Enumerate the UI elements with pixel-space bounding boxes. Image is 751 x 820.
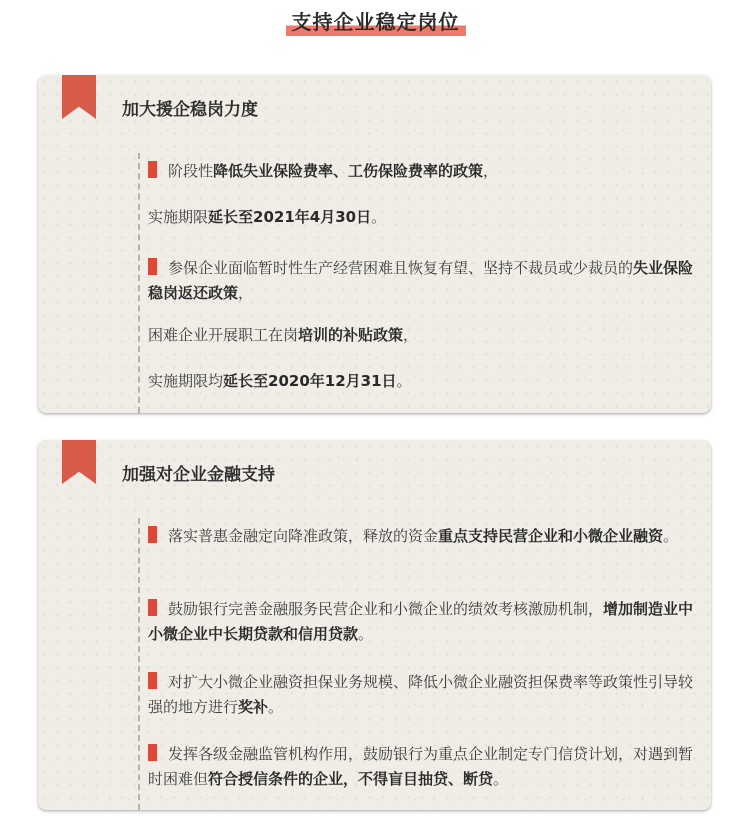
dashed-divider [138,153,140,413]
policy-highlight: 符合授信条件的企业，不得盲目抽贷、断贷 [208,770,494,788]
red-bar-marker-icon [148,744,157,761]
policy-item [148,742,701,792]
ribbon-bookmark-icon [62,440,96,484]
policy-text: 鼓励银行完善金融服务民营企业和小微企业的绩效考核激励机制， [168,600,604,618]
policy-text: ， [238,284,254,302]
policy-text: 实施期限 [148,208,209,226]
section-title: 加强对企业金融支持 [122,465,275,485]
policy-item [148,369,701,394]
section-card-job-stabilization [38,75,711,413]
policy-text: ， [483,162,499,180]
policy-highlight: 延长至2020年12月31日 [223,372,397,390]
dashed-divider [138,518,140,810]
policy-highlight: 延长至2021年4月30日 [208,208,372,226]
policy-highlight: 增加制造业中小微企业中长期贷款和信用贷款 [148,600,694,643]
section-title: 加大援企稳岗力度 [122,100,258,120]
page-title: 支持企业稳定岗位 [286,8,466,36]
policy-text: 实施期限均 [148,372,224,390]
policy-text: 。 [371,208,387,226]
page-header [0,8,751,36]
policy-highlight: 降低失业保险费率、工伤保险费率的政策 [213,162,484,180]
red-bar-marker-icon [148,672,157,689]
policy-highlight: 失业保险稳岗返还政策 [148,259,694,302]
policy-item [148,670,701,720]
policy-item [148,597,701,647]
policy-text: 。 [358,625,374,643]
policy-item [148,205,701,230]
red-bar-marker-icon [148,599,157,616]
policy-item [148,159,701,184]
policy-text: 参保企业面临暂时性生产经营困难且恢复有望、坚持不裁员或少裁员的 [168,259,634,277]
ribbon-bookmark-icon [62,75,96,119]
policy-highlight: 奖补 [238,698,269,716]
policy-item [148,323,701,348]
policy-highlight: 培训的补贴政策 [298,326,404,344]
policy-text: 困难企业开展职工在岗 [148,326,299,344]
policy-highlight: 重点支持民营企业和小微企业融资 [438,527,664,545]
policy-text: 。 [493,770,509,788]
policy-text: 阶段性 [168,162,214,180]
policy-text: 。 [663,527,679,545]
policy-item [148,256,701,306]
policy-text: 。 [396,372,412,390]
red-bar-marker-icon [148,258,157,275]
policy-text: 发挥各级金融监管机构作用，鼓励银行为重点企业制定专门信贷计划，对遇到暂时困难但 [148,745,694,788]
section-card-financial-support [38,440,711,810]
policy-text: 。 [268,698,284,716]
policy-text: 对扩大小微企业融资担保业务规模、降低小微企业融资担保费率等政策性引导较强的地方进行 [148,673,694,716]
policy-text: 落实普惠金融定向降准政策，释放的资金 [168,527,439,545]
red-bar-marker-icon [148,161,157,178]
policy-item [148,524,701,549]
red-bar-marker-icon [148,526,157,543]
policy-text: ， [403,326,419,344]
